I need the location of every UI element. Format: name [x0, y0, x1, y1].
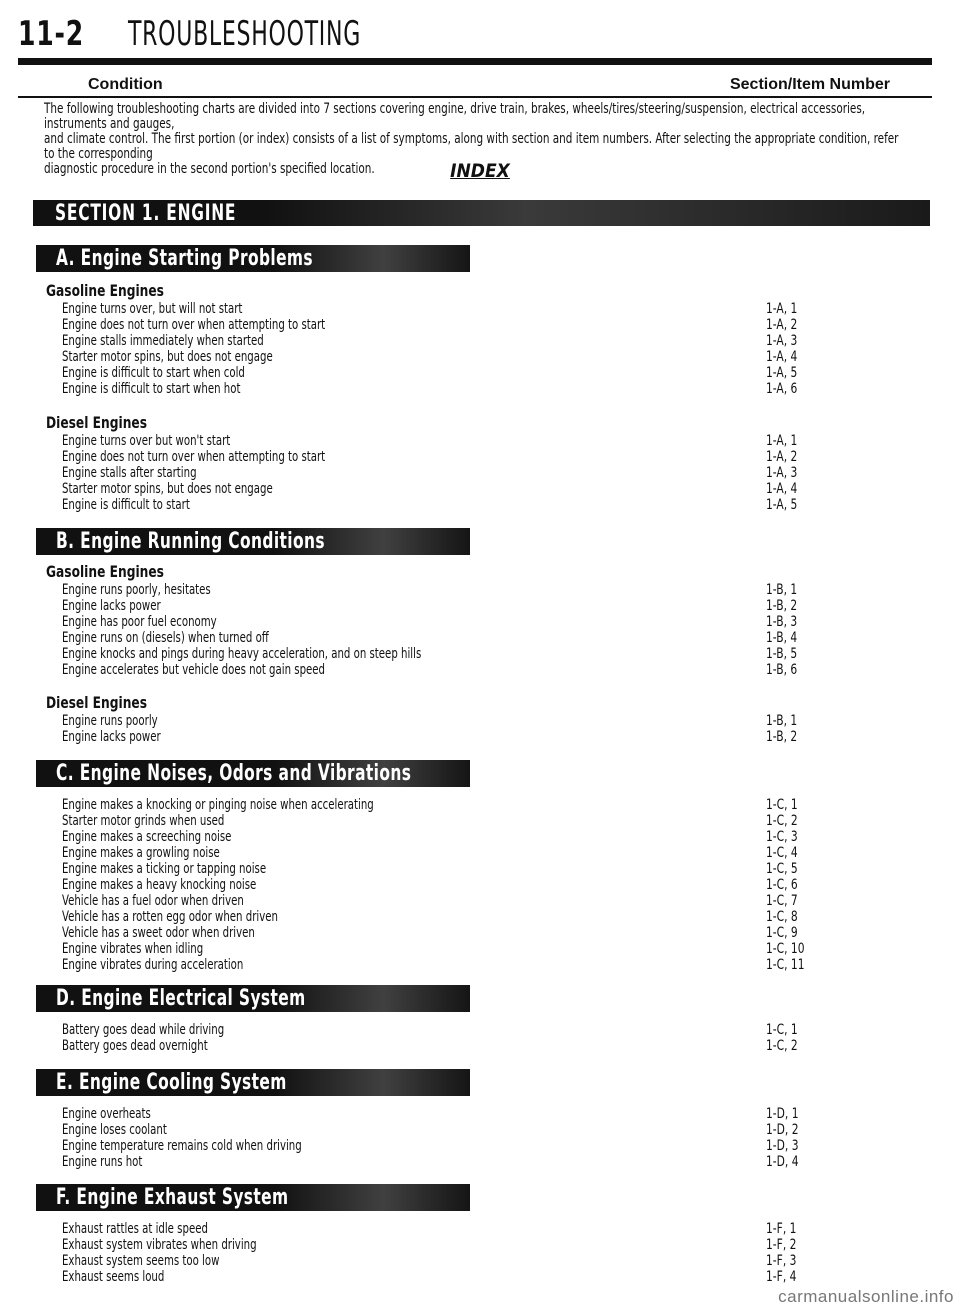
section-item-ref: 1-D, 1: [766, 1106, 799, 1122]
list-item: [0, 646, 960, 662]
section-item-ref: 1-A, 4: [766, 349, 798, 365]
section-item-ref: 1-F, 1: [766, 1221, 797, 1237]
symptom-text: Engine knocks and pings during heavy acceleration, and on steep hills: [62, 646, 422, 662]
symptom-text: Vehicle has a rotten egg odor when driven: [62, 909, 278, 925]
section-item-ref: 1-F, 3: [766, 1253, 797, 1269]
subsection-title: B. Engine Running Conditions: [56, 529, 325, 554]
symptom-text: Battery goes dead overnight: [62, 1038, 208, 1054]
symptom-text: Engine loses coolant: [62, 1122, 167, 1138]
list-item: [0, 465, 960, 481]
symptom-text: Exhaust system vibrates when driving: [62, 1237, 257, 1253]
list-item: [0, 909, 960, 925]
list-item: [0, 349, 960, 365]
symptom-text: Engine lacks power: [62, 729, 161, 745]
section-item-ref: 1-F, 4: [766, 1269, 797, 1285]
section-item-ref: 1-C, 6: [766, 877, 798, 893]
list-item: [0, 925, 960, 941]
intro-line: The following troubleshooting charts are divided into 7 sections covering engine, drive train, brakes, wheels/tires/steering/suspension, electrical accessories, instruments and gauges,: [44, 101, 866, 132]
subsection-title: E. Engine Cooling System: [56, 1070, 287, 1095]
list-item: [0, 1221, 960, 1237]
header-rule: [18, 58, 932, 65]
symptom-text: Engine does not turn over when attempting to start: [62, 449, 326, 465]
section-item-ref: 1-F, 2: [766, 1237, 797, 1253]
list-item: [0, 630, 960, 646]
section-item-ref: 1-A, 1: [766, 301, 798, 317]
column-headings: [18, 76, 932, 98]
symptom-text: Engine is difficult to start: [62, 497, 190, 513]
list-item: [0, 1237, 960, 1253]
group-title-gasoline: Gasoline Engines: [46, 562, 164, 581]
section-item-ref: 1-C, 1: [766, 797, 798, 813]
symptom-text: Vehicle has a fuel odor when driven: [62, 893, 244, 909]
symptom-text: Engine accelerates but vehicle does not gain speed: [62, 662, 326, 678]
symptom-text: Engine makes a heavy knocking noise: [62, 877, 257, 893]
section-item-ref: 1-D, 4: [766, 1154, 799, 1170]
section-item-ref: 1-C, 1: [766, 1022, 798, 1038]
list-item: [0, 317, 960, 333]
list-item: [0, 1122, 960, 1138]
symptom-text: Engine vibrates during acceleration: [62, 957, 244, 973]
symptom-text: Starter motor spins, but does not engage: [62, 481, 273, 497]
section-item-ref: 1-B, 6: [766, 662, 798, 678]
page-header: [18, 14, 948, 54]
symptom-text: Engine stalls after starting: [62, 465, 197, 481]
symptom-text: Starter motor spins, but does not engage: [62, 349, 273, 365]
section-item-ref: 1-A, 3: [766, 465, 798, 481]
list-item: [0, 1154, 960, 1170]
list-item: [0, 365, 960, 381]
section-item-ref: 1-B, 3: [766, 614, 798, 630]
symptom-text: Engine makes a knocking or pinging noise when accelerating: [62, 797, 374, 813]
list-item: [0, 614, 960, 630]
section-item-heading: Section/Item Number: [729, 76, 890, 93]
section-item-ref: 1-A, 3: [766, 333, 798, 349]
list-item: [0, 1269, 960, 1285]
subsection-banner-c: [36, 760, 470, 787]
symptom-text: Engine is difficult to start when cold: [62, 365, 245, 381]
subsection-title: D. Engine Electrical System: [56, 986, 306, 1011]
symptom-text: Engine makes a growling noise: [62, 845, 220, 861]
section-banner: [33, 200, 930, 226]
subsection-banner-a: [36, 245, 470, 272]
section-item-ref: 1-C, 8: [766, 909, 798, 925]
section-item-ref: 1-D, 3: [766, 1138, 799, 1154]
list-item: [0, 845, 960, 861]
section-item-ref: 1-B, 5: [766, 646, 798, 662]
list-item: [0, 877, 960, 893]
subsection-banner-d: [36, 985, 470, 1012]
symptom-text: Exhaust seems loud: [62, 1269, 165, 1285]
symptom-text: Engine does not turn over when attempting to start: [62, 317, 326, 333]
subsection-title: F. Engine Exhaust System: [56, 1185, 289, 1210]
list-item: [0, 1138, 960, 1154]
section-item-ref: 1-C, 10: [766, 941, 805, 957]
section-item-ref: 1-B, 1: [766, 713, 798, 729]
symptom-text: Engine runs poorly: [62, 713, 158, 729]
list-item: [0, 582, 960, 598]
symptom-text: Engine runs on (diesels) when turned off: [62, 630, 269, 646]
group-title-diesel: Diesel Engines: [46, 693, 148, 712]
symptom-text: Exhaust rattles at idle speed: [62, 1221, 208, 1237]
symptom-text: Engine runs poorly, hesitates: [62, 582, 211, 598]
page-number: 11-2: [18, 14, 85, 54]
symptom-text: Engine is difficult to start when hot: [62, 381, 241, 397]
symptom-text: Engine vibrates when idling: [62, 941, 204, 957]
section-item-ref: 1-A, 6: [766, 381, 798, 397]
symptom-text: Starter motor grinds when used: [62, 813, 225, 829]
list-item: [0, 713, 960, 729]
subsection-banner-b: [36, 528, 470, 555]
list-item: [0, 481, 960, 497]
section-item-ref: 1-C, 3: [766, 829, 798, 845]
section-item-ref: 1-B, 4: [766, 630, 798, 646]
section-item-ref: 1-C, 5: [766, 861, 798, 877]
list-item: [0, 301, 960, 317]
section-item-ref: 1-A, 5: [766, 365, 798, 381]
list-item: [0, 729, 960, 745]
page-title: TROUBLESHOOTING: [128, 14, 361, 54]
list-item: [0, 957, 960, 973]
subsection-title: A. Engine Starting Problems: [56, 246, 313, 271]
list-item: [0, 433, 960, 449]
list-item: [0, 861, 960, 877]
symptom-text: Engine makes a screeching noise: [62, 829, 232, 845]
group-title-gasoline: Gasoline Engines: [46, 281, 164, 300]
symptom-text: Engine stalls immediately when started: [62, 333, 264, 349]
section-item-ref: 1-B, 2: [766, 729, 798, 745]
symptom-text: Engine runs hot: [62, 1154, 143, 1170]
list-item: [0, 598, 960, 614]
symptom-text: Engine temperature remains cold when driving: [62, 1138, 302, 1154]
watermark: carmanualsonline.info: [778, 1287, 954, 1306]
symptom-text: Engine turns over but won't start: [62, 433, 231, 449]
symptom-text: Engine makes a ticking or tapping noise: [62, 861, 267, 877]
list-item: [0, 497, 960, 513]
section-item-ref: 1-C, 4: [766, 845, 798, 861]
symptom-text: Engine overheats: [62, 1106, 151, 1122]
list-item: [0, 381, 960, 397]
list-item: [0, 1022, 960, 1038]
subsection-title: C. Engine Noises, Odors and Vibrations: [56, 761, 412, 786]
column-rule: [18, 96, 932, 98]
symptom-text: Exhaust system seems too low: [62, 1253, 220, 1269]
list-item: [0, 941, 960, 957]
list-item: [0, 449, 960, 465]
list-item: [0, 1253, 960, 1269]
section-item-ref: 1-C, 2: [766, 1038, 798, 1054]
section-item-ref: 1-C, 2: [766, 813, 798, 829]
symptom-text: Engine has poor fuel economy: [62, 614, 217, 630]
group-title-diesel: Diesel Engines: [46, 413, 148, 432]
section-item-ref: 1-B, 1: [766, 582, 798, 598]
section-item-ref: 1-A, 1: [766, 433, 798, 449]
section-title: SECTION 1. ENGINE: [55, 201, 237, 226]
list-item: [0, 333, 960, 349]
section-item-ref: 1-A, 2: [766, 449, 798, 465]
subsection-banner-e: [36, 1069, 470, 1096]
list-item: [0, 1106, 960, 1122]
list-item: [0, 662, 960, 678]
list-item: [0, 829, 960, 845]
list-item: [0, 797, 960, 813]
intro-line: and climate control. The first portion (or index) consists of a list of symptoms, along with section and item numbers. After selecting the appropriate condition, refer to the corresponding: [44, 131, 899, 162]
section-item-ref: 1-A, 4: [766, 481, 798, 497]
section-item-ref: 1-A, 2: [766, 317, 798, 333]
symptom-text: Engine lacks power: [62, 598, 161, 614]
list-item: [0, 813, 960, 829]
list-item: [0, 893, 960, 909]
symptom-text: Engine turns over, but will not start: [62, 301, 243, 317]
section-item-ref: 1-C, 11: [766, 957, 805, 973]
section-item-ref: 1-C, 7: [766, 893, 798, 909]
list-item: [0, 1038, 960, 1054]
section-item-ref: 1-A, 5: [766, 497, 798, 513]
section-item-ref: 1-B, 2: [766, 598, 798, 614]
condition-heading: Condition: [88, 76, 163, 93]
subsection-banner-f: [36, 1184, 470, 1211]
index-title: INDEX: [450, 160, 510, 182]
intro-line: diagnostic procedure in the second portion's specified location.: [44, 161, 375, 177]
section-item-ref: 1-C, 9: [766, 925, 798, 941]
symptom-text: Battery goes dead while driving: [62, 1022, 225, 1038]
symptom-text: Vehicle has a sweet odor when driven: [62, 925, 255, 941]
section-item-ref: 1-D, 2: [766, 1122, 799, 1138]
